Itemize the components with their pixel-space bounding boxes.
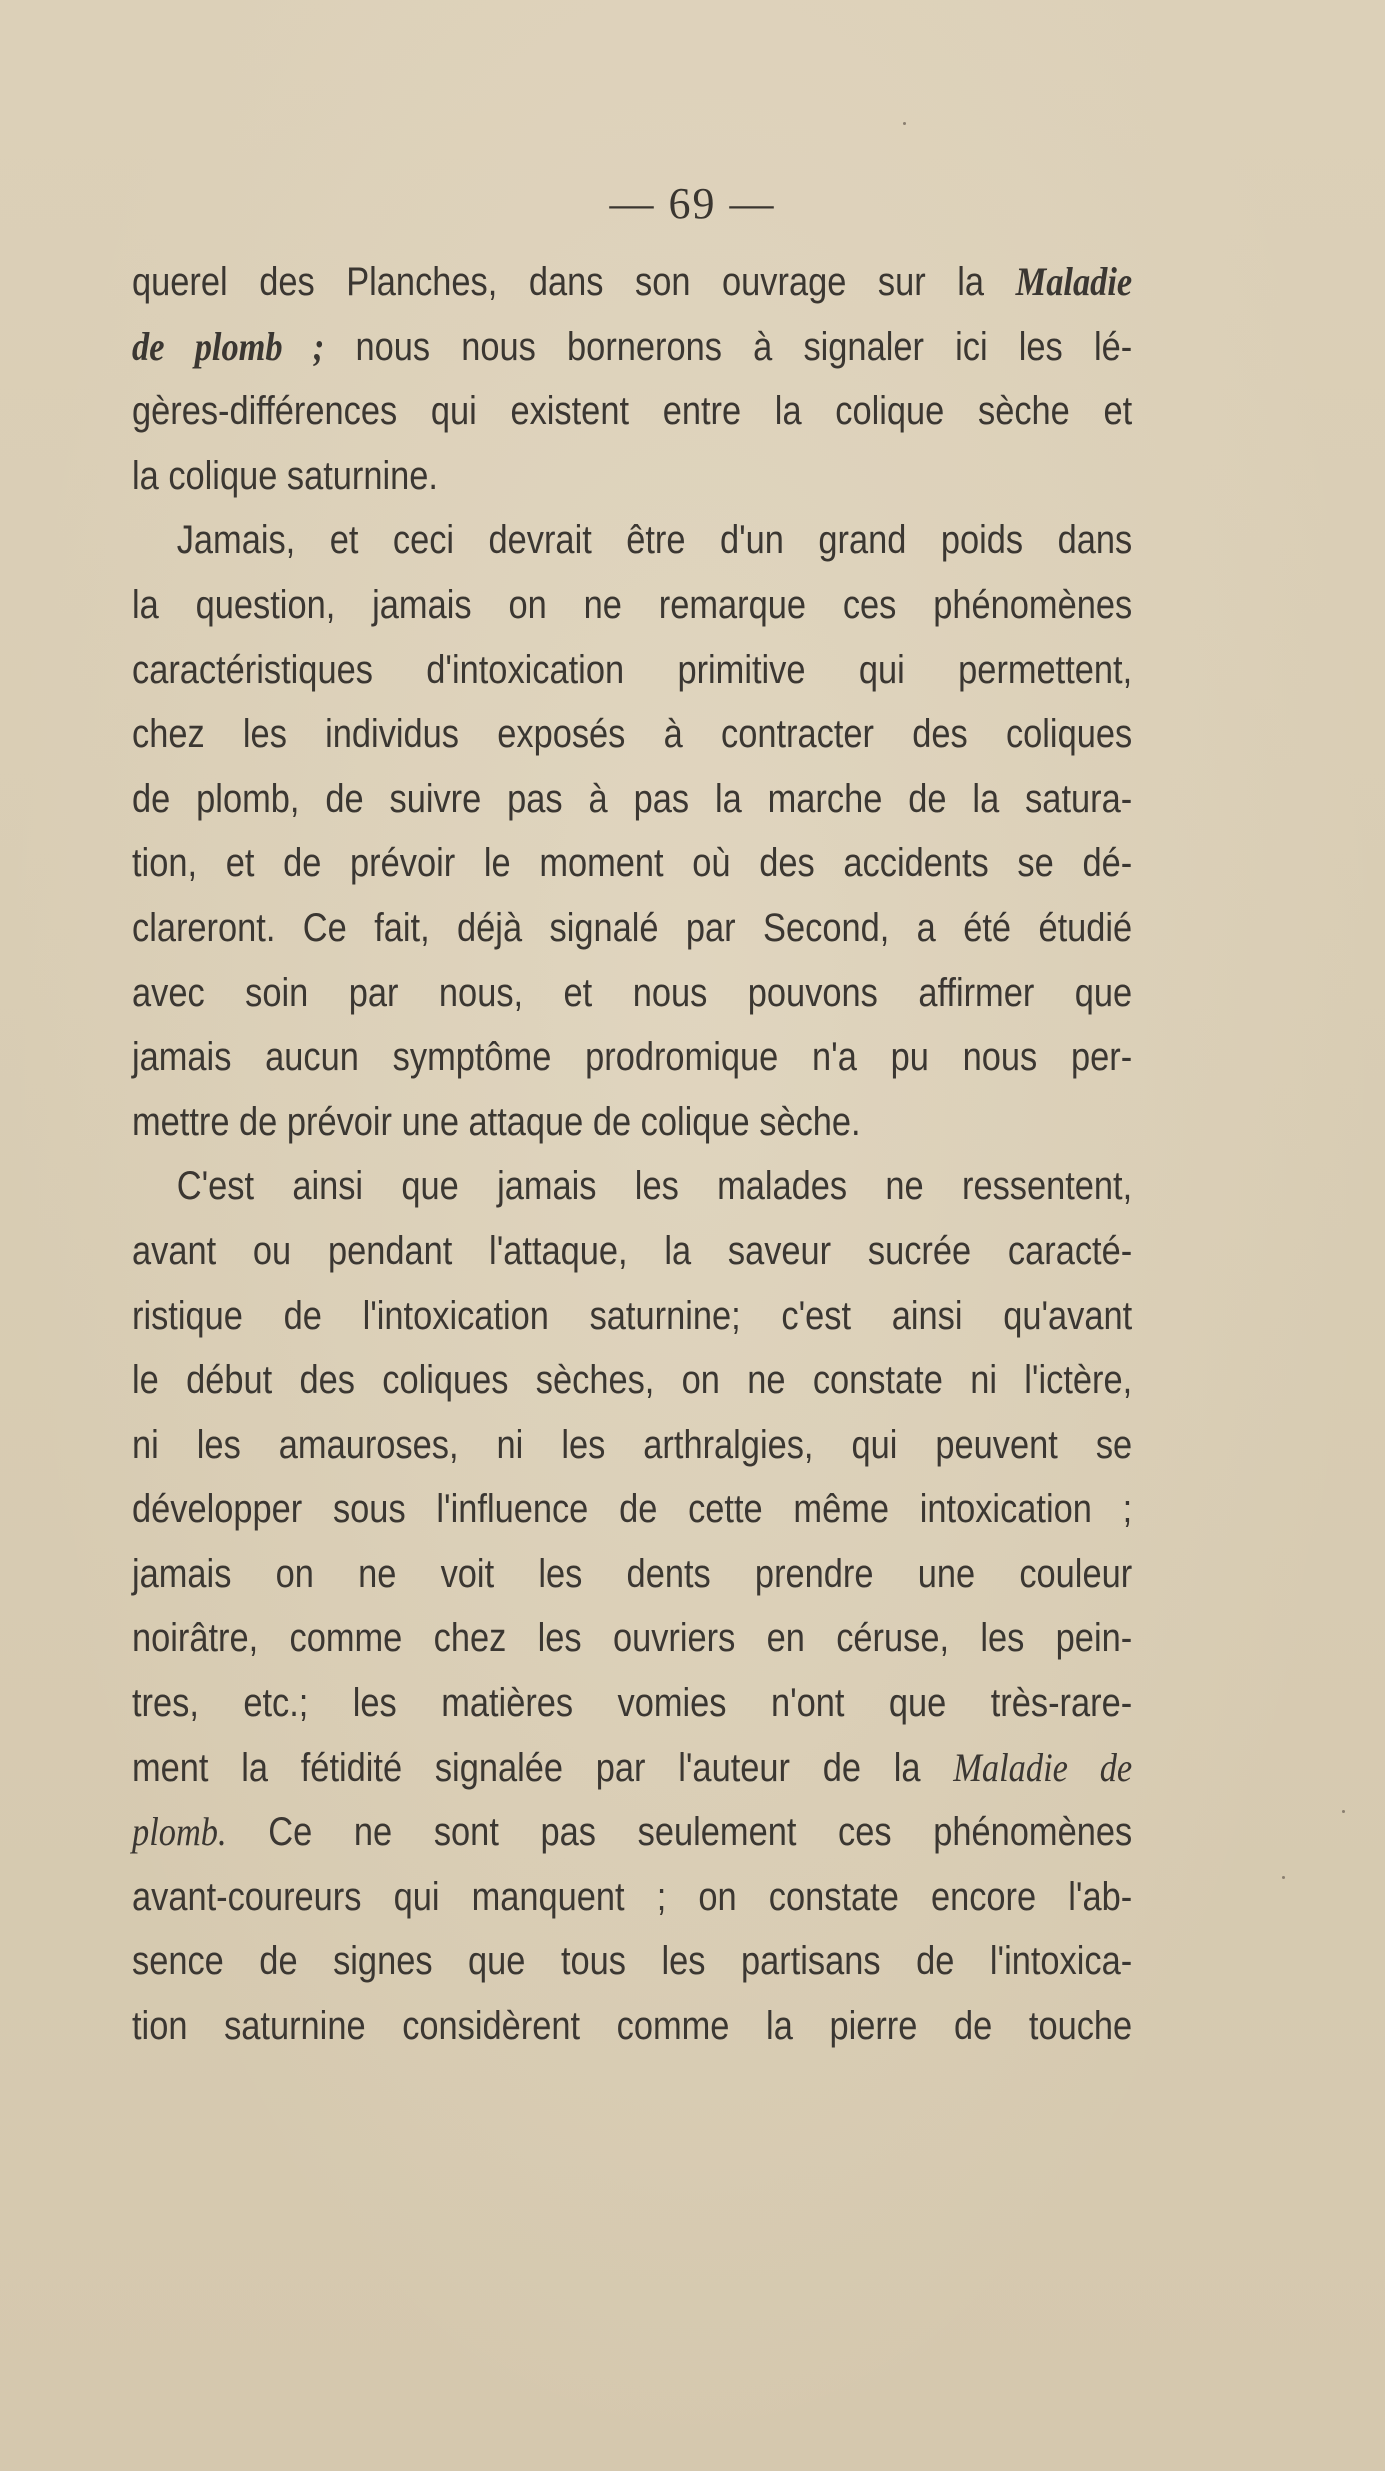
text-segment: jamais aucun symptôme prodromique n'a pu nous per-	[132, 1035, 1133, 1080]
print-speck	[903, 122, 906, 125]
emphasized-text: Maladie de	[953, 1744, 1133, 1790]
text-line	[132, 1090, 1132, 1155]
text-segment: le début des coliques sèches, on ne constate ni l'ictère,	[132, 1358, 1133, 1403]
text-segment: querel des Planches, dans son ouvrage sur la	[132, 260, 1016, 304]
text-segment: ment la fétidité signalée par l'auteur de la	[132, 1745, 954, 1790]
text-line	[132, 1994, 1132, 2059]
text-line	[132, 1542, 1132, 1607]
text-line	[132, 961, 1132, 1026]
text-line	[132, 638, 1132, 703]
text-segment: clareront. Ce fait, déjà signalé par Second, a été étudié	[132, 905, 1133, 950]
text-segment: Jamais, et ceci devrait être d'un grand poids dans	[176, 518, 1133, 563]
text-segment: chez les individus exposés à contracter des coliques	[132, 712, 1133, 757]
text-segment: avant ou pendant l'attaque, la saveur sucrée caracté-	[132, 1228, 1133, 1273]
text-segment: développer sous l'influence de cette même intoxication ;	[132, 1487, 1133, 1532]
text-segment: nous nous bornerons à signaler ici les lé-	[324, 324, 1133, 369]
text-segment: gères-différences qui existent entre la colique sèche et	[132, 389, 1133, 434]
text-line	[132, 315, 1132, 380]
text-segment: la colique saturnine.	[132, 453, 438, 498]
text-line	[132, 831, 1132, 896]
text-segment: avant-coureurs qui manquent ; on constate encore l'ab-	[132, 1874, 1133, 1919]
text-line	[132, 767, 1132, 832]
text-segment: de plomb, de suivre pas à pas la marche de la satura-	[132, 776, 1133, 821]
text-segment: avec soin par nous, et nous pouvons affirmer que	[132, 970, 1133, 1015]
text-line	[132, 250, 1132, 315]
emphasized-text: de plomb ;	[132, 323, 325, 369]
text-segment: noirâtre, comme chez les ouvriers en céruse, les pein-	[132, 1616, 1133, 1661]
text-segment: caractéristiques d'intoxication primitive qui permettent,	[132, 647, 1133, 692]
text-line	[132, 1800, 1132, 1865]
text-segment: mettre de prévoir une attaque de colique sèche.	[132, 1099, 861, 1144]
text-line	[132, 1348, 1132, 1413]
text-segment: tion, et de prévoir le moment où des accidents se dé-	[132, 841, 1133, 886]
emphasized-text: Maladie	[1015, 259, 1133, 304]
text-line	[132, 573, 1132, 638]
text-line	[132, 1413, 1132, 1478]
text-segment: tion saturnine considèrent comme la pierre de touche	[132, 2004, 1133, 2049]
text-line	[132, 1025, 1132, 1090]
text-line	[132, 1606, 1132, 1671]
text-line	[132, 379, 1132, 444]
text-segment: la question, jamais on ne remarque ces phénomènes	[132, 582, 1133, 627]
print-speck	[1282, 1876, 1285, 1879]
emphasized-text: plomb.	[132, 1809, 227, 1855]
text-line	[132, 1929, 1132, 1994]
text-line	[132, 1671, 1132, 1736]
text-line	[132, 1736, 1132, 1801]
text-segment: tres, etc.; les matières vomies n'ont que très-rare-	[132, 1681, 1133, 1726]
text-line	[132, 1865, 1132, 1930]
text-line	[132, 508, 1132, 573]
text-segment: ristique de l'intoxication saturnine; c'est ainsi qu'avant	[132, 1293, 1133, 1338]
page-number: — 69 —	[609, 179, 776, 228]
text-segment: sence de signes que tous les partisans de l'intoxica-	[132, 1939, 1133, 1984]
text-line	[132, 1477, 1132, 1542]
text-line	[132, 896, 1132, 961]
text-line	[132, 1154, 1132, 1219]
text-line	[132, 444, 1132, 509]
text-segment: jamais on ne voit les dents prendre une couleur	[132, 1551, 1133, 1596]
text-line	[132, 702, 1132, 767]
text-segment: C'est ainsi que jamais les malades ne ressentent,	[176, 1164, 1133, 1209]
print-speck	[1342, 1810, 1345, 1813]
text-segment: Ce ne sont pas seulement ces phénomènes	[226, 1810, 1133, 1855]
text-segment: ni les amauroses, ni les arthralgies, qui peuvent se	[132, 1422, 1133, 1467]
body-text	[132, 250, 1132, 2059]
text-line	[132, 1284, 1132, 1349]
text-line	[132, 1219, 1132, 1284]
